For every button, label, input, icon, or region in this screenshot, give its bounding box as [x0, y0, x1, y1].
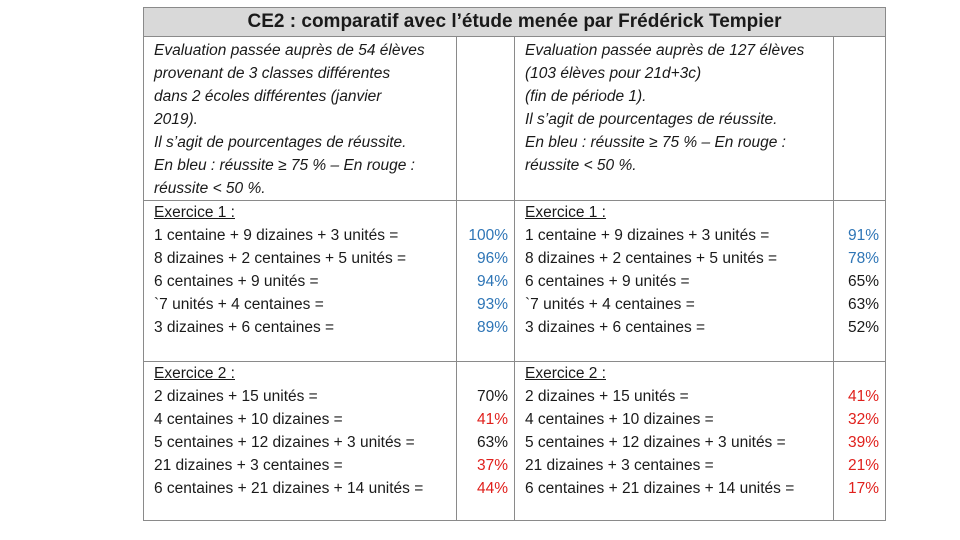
result-value: 94% [476, 273, 508, 290]
right-description-line: (103 élèves pour 21d+3c) [525, 65, 702, 82]
exercise-item: 6 centaines + 9 unités = [525, 273, 690, 290]
left-description-spacer [457, 37, 515, 201]
result-value: 93% [476, 296, 508, 313]
exercise-item: 1 centaine + 9 dizaines + 3 unités = [154, 227, 399, 244]
result-value: 89% [476, 319, 508, 336]
left-description [144, 37, 457, 201]
title-row [144, 8, 886, 37]
description-row [144, 37, 886, 201]
right-description-line: Evaluation passée auprès de 127 élèves [525, 42, 805, 59]
exercise-item: 6 centaines + 9 unités = [154, 273, 319, 290]
exercise-item: 6 centaines + 21 dizaines + 14 unités = [525, 480, 795, 497]
exercise-item: 21 dizaines + 3 centaines = [525, 457, 714, 474]
result-value: 41% [848, 388, 880, 405]
left-description-line: Il s’agit de pourcentages de réussite. [154, 134, 407, 151]
result-value: 96% [476, 250, 508, 267]
result-value: 52% [848, 319, 880, 336]
left-exercise1 [144, 201, 457, 362]
result-value: 37% [476, 457, 508, 474]
left-description-line: provenant de 3 classes différentes [154, 65, 391, 82]
result-value: 91% [848, 227, 880, 244]
left-description-line: réussite < 50 %. [154, 180, 266, 197]
right-description-line: réussite < 50 %. [525, 157, 637, 174]
left-description-line: Evaluation passée auprès de 54 élèves [154, 42, 425, 59]
result-value: 70% [476, 388, 508, 405]
result-value: 32% [848, 411, 880, 428]
right-exercise2 [515, 362, 834, 521]
result-value: 65% [848, 273, 880, 290]
result-value: 17% [848, 480, 880, 497]
exercise-item: 4 centaines + 10 dizaines = [525, 411, 714, 428]
exercise-item: 3 dizaines + 6 centaines = [525, 319, 706, 336]
right-exercise2-results [834, 362, 886, 521]
left-exercise2-results [457, 362, 515, 521]
result-value: 100% [468, 227, 508, 244]
exercise-item: `7 unités + 4 centaines = [525, 296, 695, 313]
right-description-line: En bleu : réussite ≥ 75 % – En rouge : [525, 134, 786, 151]
right-exercise1-results [834, 201, 886, 362]
exercise-item: 8 dizaines + 2 centaines + 5 unités = [525, 250, 778, 267]
left-description-line: 2019). [154, 111, 198, 128]
result-value: 63% [476, 434, 508, 451]
exercise-heading: Exercice 2 : [525, 365, 606, 382]
left-description-line: dans 2 écoles différentes (janvier [154, 88, 382, 105]
exercise-item: 6 centaines + 21 dizaines + 14 unités = [154, 480, 424, 497]
exercise-item: 3 dizaines + 6 centaines = [154, 319, 335, 336]
result-value: 41% [476, 411, 508, 428]
table-title: CE2 : comparatif avec l’étude menée par Frédérick Tempier [144, 8, 886, 37]
result-value: 21% [848, 457, 880, 474]
result-value: 39% [848, 434, 880, 451]
exercise-item: 2 dizaines + 15 unités = [154, 388, 318, 405]
exercise-heading: Exercice 2 : [154, 365, 235, 382]
exercise-item: 4 centaines + 10 dizaines = [154, 411, 343, 428]
comparison-table [143, 7, 886, 521]
exercise-heading: Exercice 1 : [525, 204, 606, 221]
exercise-heading: Exercice 1 : [154, 204, 235, 221]
exercise-item: 5 centaines + 12 dizaines + 3 unités = [525, 434, 786, 451]
right-exercise1 [515, 201, 834, 362]
right-description-spacer [834, 37, 886, 201]
right-description-line: Il s’agit de pourcentages de réussite. [525, 111, 778, 128]
left-exercise2 [144, 362, 457, 521]
left-description-line: En bleu : réussite ≥ 75 % – En rouge : [154, 157, 415, 174]
exercise-item: 8 dizaines + 2 centaines + 5 unités = [154, 250, 407, 267]
result-value: 78% [848, 250, 880, 267]
left-exercise1-results [457, 201, 515, 362]
right-description-line: (fin de période 1). [525, 88, 647, 105]
right-description [515, 37, 834, 201]
result-value: 44% [476, 480, 508, 497]
exercise2-row [144, 362, 886, 521]
exercise-item: 21 dizaines + 3 centaines = [154, 457, 343, 474]
exercise1-row [144, 201, 886, 362]
exercise-item: 5 centaines + 12 dizaines + 3 unités = [154, 434, 415, 451]
result-value: 63% [848, 296, 880, 313]
exercise-item: 1 centaine + 9 dizaines + 3 unités = [525, 227, 770, 244]
exercise-item: 2 dizaines + 15 unités = [525, 388, 689, 405]
exercise-item: `7 unités + 4 centaines = [154, 296, 324, 313]
